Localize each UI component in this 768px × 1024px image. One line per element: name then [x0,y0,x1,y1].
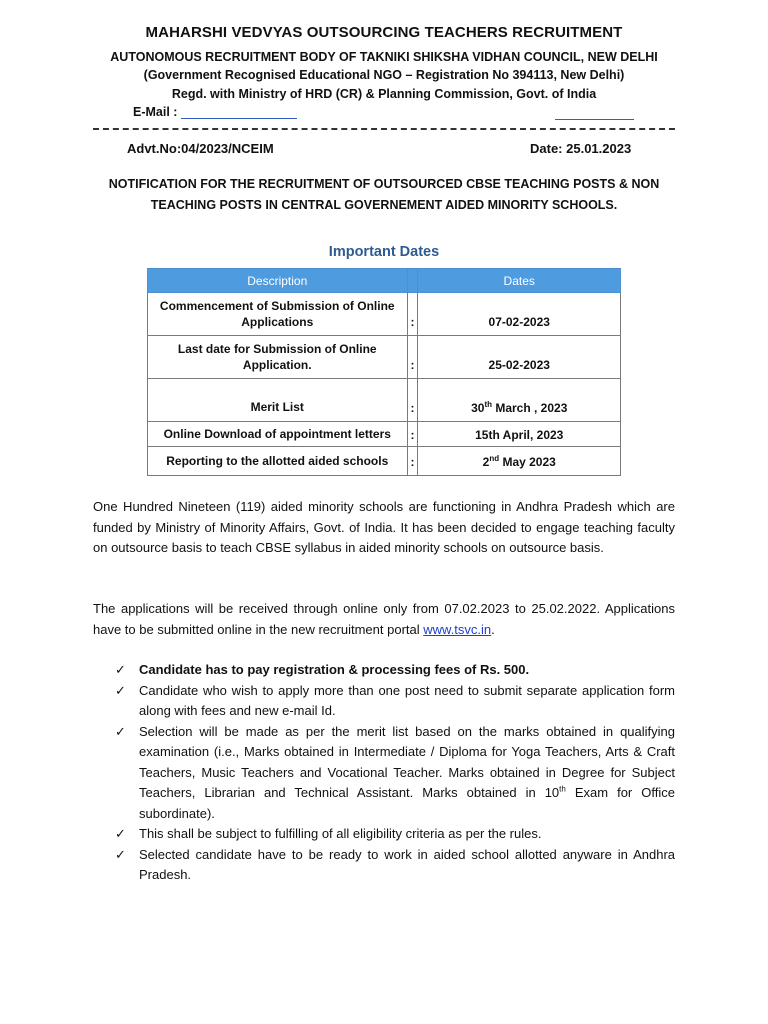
dashed-divider [93,128,675,130]
check-icon: ✓ [115,662,126,677]
important-dates-title: Important Dates [328,244,440,260]
row-colon: : [407,422,418,447]
row-description: Commencement of Submission of Online Applications [148,293,408,336]
row-description: Online Download of appointment letters [148,422,408,447]
list-item-text: Selected candidate have to be ready to work in aided school allotted anyware in Andhra Pradesh. [139,846,675,882]
table-row [148,379,621,422]
column-header-separator [407,269,418,293]
list-item-text: Selection will be made as per the merit list based on the marks obtained in qualifying examination (i.e., Marks obtained in Intermediate / Diploma for Yoga Teachers, Arts & Craft Teachers, Music Teachers and Vocational Teacher. Marks obtained in Degree for Subject Teachers, Librarian and Technical Assistant. Marks obtained in 10 [139,723,675,800]
list-item-text: Candidate who wish to apply more than one post need to submit separate application form along with fees and new e-mail Id. [139,682,675,718]
list-item [93,660,675,681]
table-row [148,293,621,336]
row-date-day: 30 [471,401,485,415]
list-item-text-end: Exam for Office subordinate). [139,785,675,821]
column-header-dates: Dates [418,269,621,293]
email-label: E-Mail : [133,105,178,119]
row-colon: : [407,336,418,379]
row-date-suffix: th [484,400,492,409]
paragraph-schools: One Hundred Nineteen (119) aided minority schools are functioning in Andhra Pradesh which are funded by Ministry of Minority Affairs, Govt. of India. It has been decided to engage teaching faculty on outsource basis to teach CBSE syllabus in aided minority schools on outsource basis. [93,499,675,555]
row-date: 07-02-2023 [418,293,621,336]
row-colon: : [407,293,418,336]
important-dates-table [147,268,621,476]
list-item-text: Candidate has to pay registration & processing fees of Rs. 500. [139,662,530,677]
paragraph-applications [93,599,675,640]
row-date-rest: March , 2023 [492,401,568,415]
advertisement-number: Advt.No:04/2023/NCEIM [127,141,274,156]
row-date [418,447,621,476]
list-item-superscript: th [559,784,566,794]
row-description: Last date for Submission of Online Application. [148,336,408,379]
header-line-2: (Government Recognised Educational NGO – Registration No 394113, New Delhi) [143,68,625,82]
row-date [418,379,621,422]
check-icon: ✓ [115,826,126,841]
row-colon: : [407,379,418,422]
row-colon: : [407,447,418,476]
header-line-1: AUTONOMOUS RECRUITMENT BODY OF TAKNIKI SHIKSHA VIDHAN COUNCIL, NEW DELHI [110,50,658,64]
header-line-3: Regd. with Ministry of HRD (CR) & Planning Commission, Govt. of India [171,87,597,101]
column-header-description: Description [148,269,408,293]
email-blank-link[interactable] [181,106,297,119]
row-date-rest: May 2023 [499,455,556,469]
row-date: 15th April, 2023 [418,422,621,447]
list-item [93,824,675,845]
paragraph-applications-end: . [491,621,495,637]
row-date: 25-02-2023 [418,336,621,379]
organization-title: MAHARSHI VEDVYAS OUTSOURCING TEACHERS RECRUITMENT [145,24,623,41]
list-item [93,681,675,722]
notification-heading: NOTIFICATION FOR THE RECRUITMENT OF OUTSOURCED CBSE TEACHING POSTS & NON TEACHING POSTS IN CENTRAL GOVERNEMENT AIDED MINORITY SCHOOLS. [108,177,660,212]
list-item [93,845,675,886]
row-description: Merit List [148,379,408,422]
advertisement-date: Date: 25.01.2023 [530,141,632,156]
right-blank-link[interactable] [555,106,634,120]
instructions-checklist [93,660,675,886]
email-row [133,105,297,119]
paragraph-applications-text: The applications will be received through online only from 07.02.2023 to 25.02.2022. Applications have to be submitted online in the new recruitment portal [93,601,675,637]
row-description: Reporting to the allotted aided schools [148,447,408,476]
check-icon: ✓ [115,846,126,862]
recruitment-portal-link[interactable]: www.tsvc.in [423,621,492,637]
table-row [148,336,621,379]
row-date-day: 2 [482,455,490,469]
table-header-row [148,269,621,293]
check-icon: ✓ [115,682,126,698]
list-item [93,722,675,825]
table-row [148,422,621,447]
list-item-text: This shall be subject to fulfilling of all eligibility criteria as per the rules. [139,826,542,841]
row-date-suffix: nd [489,454,500,463]
table-row [148,447,621,476]
check-icon: ✓ [115,723,126,739]
